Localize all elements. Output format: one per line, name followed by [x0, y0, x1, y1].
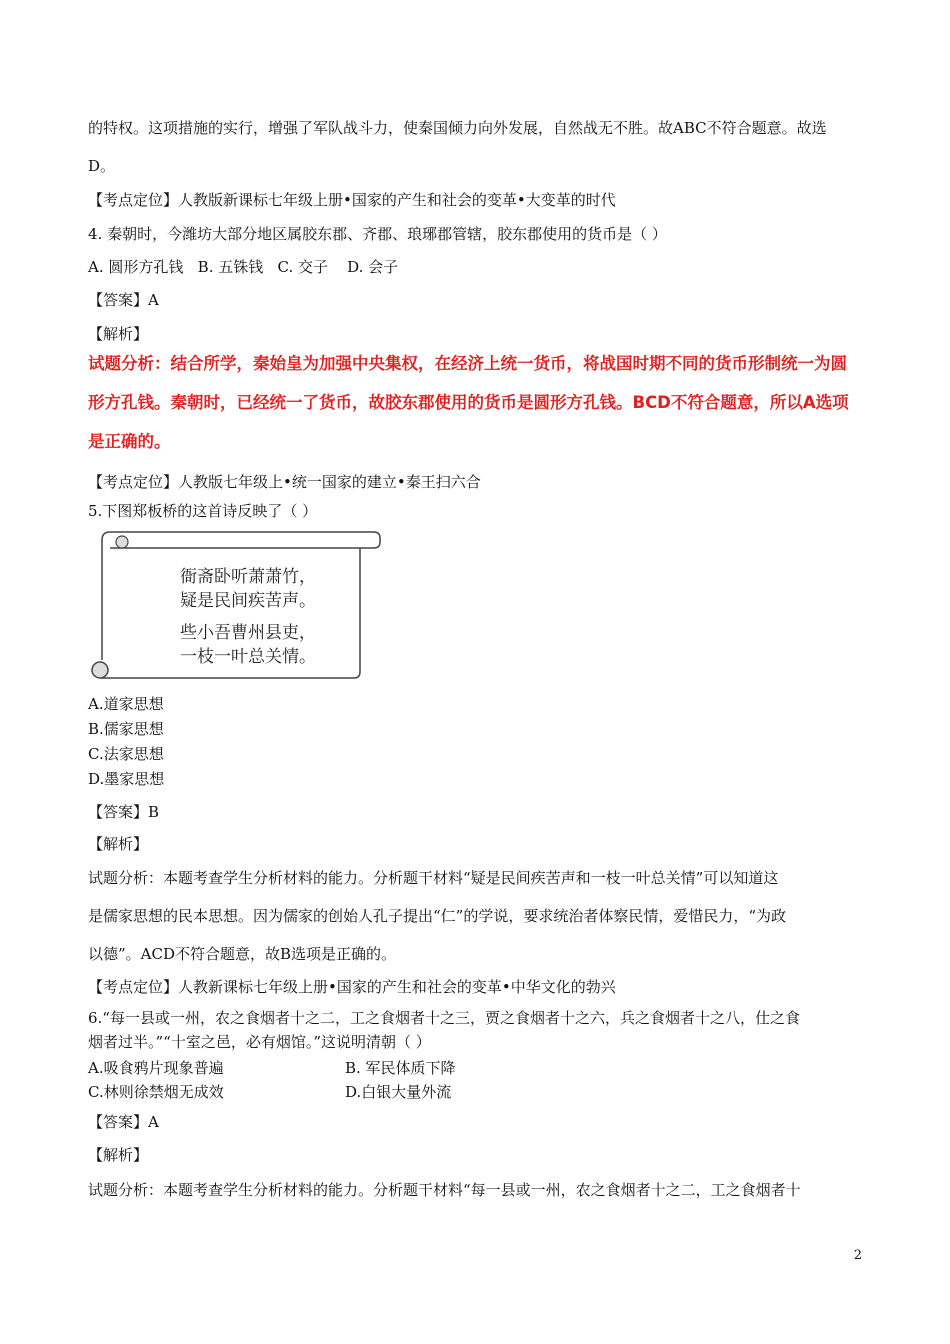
poem-line: 些小吾曹州县吏，	[180, 623, 316, 643]
q5-analysis-label: 【解析】	[88, 835, 149, 853]
poem-scroll-image	[88, 528, 382, 684]
q4-question: 4. 秦朝时，今潍坊大部分地区属胶东郡、齐郡、琅琊郡管辖，胶东郡使用的货币是（ ）	[88, 225, 667, 243]
q5-option: A.道家思想	[88, 695, 164, 713]
q6-analysis-line: 试题分析：本题考查学生分析材料的能力。分析题干材料“每一县或一州，农之食烟者十之二，工之食烟者十	[88, 1181, 801, 1199]
q6-question-line: 6.“每一县或一州，农之食烟者十之二，工之食烟者十之三，贾之食烟者十之六，兵之食烟者十之八，仕之食	[88, 1009, 800, 1027]
q5-analysis-line: 是儒家思想的民本思想。因为儒家的创始人孔子提出“仁”的学说，要求统治者体察民情，爱惜民力，“为政	[88, 907, 787, 925]
q4-answer: 【答案】A	[88, 291, 159, 309]
q6-question-line: 烟者过半。”“十室之邑，必有烟馆。”这说明清朝（ ）	[88, 1033, 431, 1051]
q3-point: 【考点定位】人教版新课标七年级上册•国家的产生和社会的变革•大变革的时代	[88, 191, 616, 209]
q5-point: 【考点定位】人教新课标七年级上册•国家的产生和社会的变革•中华文化的勃兴	[88, 978, 616, 996]
q4-analysis-line: 试题分析：结合所学，秦始皇为加强中央集权，在经济上统一货币，将战国时期不同的货币形制统一为圆	[88, 354, 847, 373]
q4-analysis-line: 是正确的。	[88, 432, 171, 451]
q4-analysis-line: 形方孔钱。秦朝时，已经统一了货币，故胶东郡使用的货币是圆形方孔钱。BCD不符合题意，所以A选项	[88, 393, 849, 412]
q5-option: B.儒家思想	[88, 720, 164, 738]
line-2: D。	[88, 157, 116, 175]
q5-option: C.法家思想	[88, 745, 164, 763]
q5-answer: 【答案】B	[88, 803, 160, 821]
q6-option: B. 军民体质下降	[345, 1059, 456, 1077]
poem-line: 一枝一叶总关情。	[180, 647, 316, 667]
q5-analysis-line: 以德”。ACD不符合题意，故B选项是正确的。	[88, 945, 397, 963]
q5-option: D.墨家思想	[88, 770, 165, 788]
q4-point: 【考点定位】人教版七年级上•统一国家的建立•秦王扫六合	[88, 473, 481, 491]
q6-answer: 【答案】A	[88, 1113, 159, 1131]
line-1: 的特权。这项措施的实行，增强了军队战斗力，使秦国倾力向外发展，自然战无不胜。故ABC不符合题意。故选	[88, 119, 827, 137]
q5-question: 5.下图郑板桥的这首诗反映了（ ）	[88, 502, 318, 520]
q6-option: C.林则徐禁烟无成效	[88, 1083, 224, 1101]
poem-line: 衙斋卧听萧萧竹，	[180, 567, 316, 587]
poem-line: 疑是民间疾苦声。	[180, 591, 316, 611]
q6-analysis-label: 【解析】	[88, 1146, 149, 1164]
page-number: 2	[853, 1248, 862, 1263]
q4-analysis-label: 【解析】	[88, 325, 149, 343]
q6-option: D.白银大量外流	[345, 1083, 452, 1101]
q4-options: A. 圆形方孔钱 B. 五铢钱 C. 交子 D. 会子	[88, 258, 399, 276]
q5-analysis-line: 试题分析：本题考查学生分析材料的能力。分析题干材料“疑是民间疾苦声和一枝一叶总关情”可以知道这	[88, 869, 779, 887]
q6-option: A.吸食鸦片现象普遍	[88, 1059, 224, 1077]
